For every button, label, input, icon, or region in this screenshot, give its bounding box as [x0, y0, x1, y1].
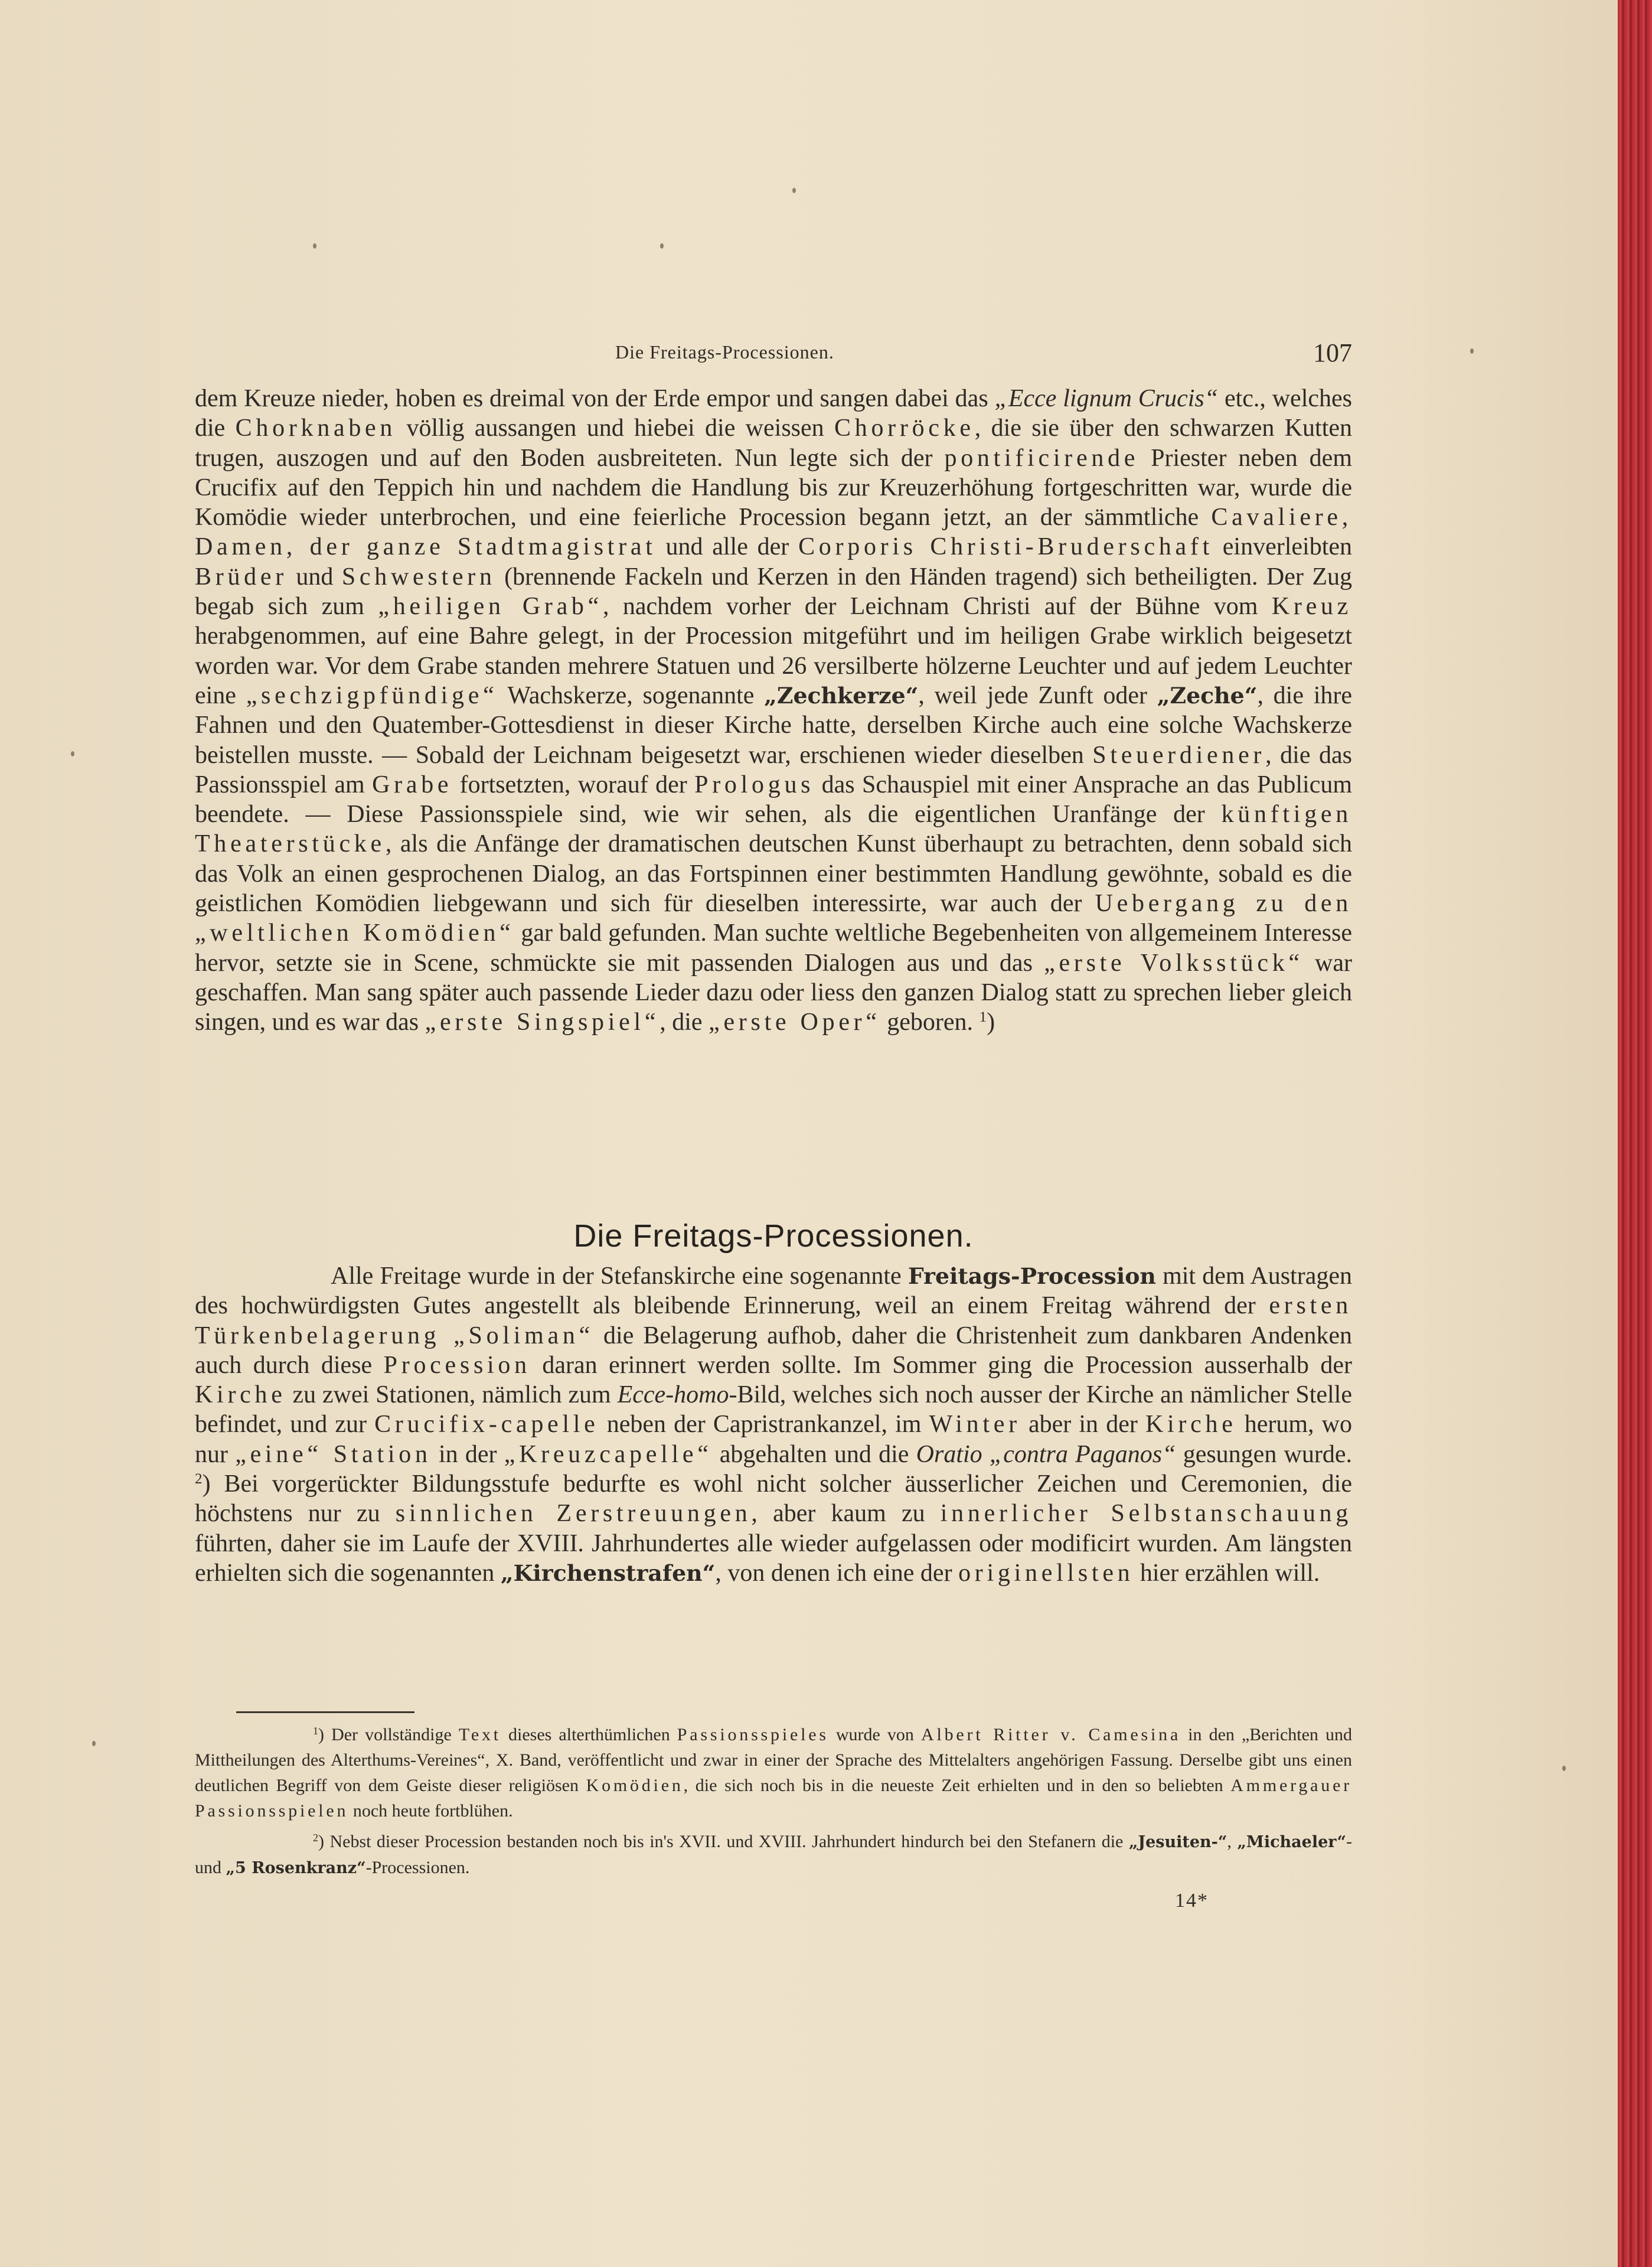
spaced-term: Brüder [195, 563, 288, 591]
text-run: ) Der vollständige [318, 1725, 459, 1744]
text-run: ) Bei vorgerückter Bildungsstufe bedurfte es wohl nicht solcher äusserlicher Zeichen und Ceremonien, die höchstens nur zu [195, 1470, 1352, 1528]
text-run: abgehalten und die [712, 1440, 916, 1468]
text-run: noch heute fortblühen. [348, 1801, 513, 1821]
spaced-term: innerlicher Selbstanschauung [940, 1500, 1352, 1528]
paragraph [195, 1261, 1352, 1588]
text-run: herum, wo nur [195, 1411, 1352, 1468]
text-run: war geschaffen. Man sang später auch passende Lieder dazu oder liess den ganzen Dialog statt zu sprechen lieber gleich singen, und es war das [195, 949, 1352, 1036]
text-run: - und [195, 1832, 1353, 1877]
text-run: neben der Capristrankanzel, im [599, 1411, 929, 1439]
text-run: ) [987, 1009, 995, 1036]
spaced-term: „erste Singspiel“ [425, 1009, 660, 1036]
text-run: führten, daher sie im Laufe der XVIII. Jahrhundertes alle wieder aufgelassen oder modificirt wurden. Am längsten erhielten sich die sogenannten [195, 1529, 1352, 1587]
spaced-term: künftigen Theaterstücke [195, 801, 1352, 858]
spaced-term: „Kreuzcapelle“ [504, 1440, 713, 1468]
text-run: völlig aussangen und hiebei die weissen [396, 415, 834, 442]
text-run: -Bild, welches sich noch ausser der Kirche an nämlicher Stelle befindet, und zur [195, 1381, 1352, 1439]
fraktur-term: „Zeche“ [1157, 682, 1258, 709]
spaced-term: ersten Türkenbelagerung „Soliman“ [195, 1292, 1352, 1349]
latin-phrase: Oratio „contra Paganos“ [916, 1440, 1176, 1468]
text-run: und alle der [656, 533, 799, 561]
text-run: hier erzählen will. [1134, 1559, 1320, 1587]
spaced-term: Chorröcke [834, 415, 975, 442]
text-run: geboren. [880, 1009, 980, 1036]
fraktur-term: „Jesuiten-“ [1128, 1833, 1227, 1851]
text-run: , weil jede Zunft oder [918, 681, 1157, 709]
spaced-term: Albert Ritter v. Camesina [921, 1725, 1181, 1744]
spaced-term: „erste Volksstück“ [1044, 949, 1304, 977]
spaced-term: sinnlichen Zerstreuungen [395, 1500, 752, 1528]
text-run: , die [660, 1009, 709, 1036]
spaced-term: pontificirende [944, 444, 1140, 472]
fraktur-term: „Michaeler“ [1237, 1833, 1347, 1851]
text-run: in den „Berichten und Mittheilungen des Alterthums-Vereines“, X. Band, veröffentlicht und zwar in einer der Sprache des Mittelalters angehörigen Fassung. Derselbe gibt uns einen deutlichen Begriff von dem Geiste dieser religiösen [195, 1725, 1352, 1795]
main-paragraph [195, 384, 1352, 1038]
fraktur-term: „Zechkerze“ [764, 682, 919, 709]
spaced-term: „erste Oper“ [709, 1009, 881, 1036]
spaced-term: originellsten [958, 1559, 1134, 1587]
text-run: , [1227, 1832, 1238, 1851]
text-run: Wachskerze, sogenannte [498, 681, 765, 709]
signature-mark: 14* [1175, 1890, 1209, 1912]
text-run: Priester neben dem Crucifix auf den Teppich hin und nachdem die Handlung bis zur Kreuzerhöhung fortgeschritten war, wurde die Komödie wieder unterbrochen, und eine feierliche Procession begann jetzt, an der sämmtliche [195, 444, 1352, 531]
spaced-term: Winter [929, 1411, 1021, 1439]
fraktur-term: „Kirchenstrafen“ [500, 1560, 716, 1586]
text-run: das Schauspiel mit einer Ansprache an das Publicum beendete. — Diese Passionsspiele sind, wie wir sehen, als die eigentlichen Uranfänge der [195, 771, 1353, 828]
text-run: , nachdem vorher der Leichnam Christi auf der Bühne vom [603, 593, 1272, 621]
spaced-term: Kirche [195, 1381, 286, 1409]
spaced-term: Corporis Christi-Bruderschaft [798, 533, 1213, 561]
ink-speck [92, 1741, 96, 1746]
running-head-title: Die Freitags-Processionen. [615, 341, 834, 363]
text-run: , aber kaum zu [751, 1500, 941, 1528]
spaced-term: „sechzigpfündige“ [246, 681, 498, 709]
text-run: aber in der [1020, 1411, 1145, 1439]
footnote-marker: 2 [313, 1832, 318, 1844]
spaced-term: Prologus [694, 771, 815, 798]
footnote-1 [195, 1722, 1352, 1824]
footnotes [195, 1722, 1352, 1881]
ink-speck [1470, 348, 1474, 354]
section-paragraph [195, 1261, 1352, 1588]
spaced-term: Passionsspieles [677, 1725, 829, 1744]
text-run: in der [431, 1440, 504, 1468]
ink-speck [660, 243, 664, 249]
text-run: zu zwei Stationen, nämlich zum [286, 1381, 618, 1409]
running-head [195, 338, 1352, 373]
text-run: gar bald gefunden. Man suchte weltliche Begebenheiten von allgemeinem Interesse hervor, setzte sie in Scene, schmückte sie mit passenden Dialogen aus und das [195, 919, 1352, 977]
spaced-term: Cavaliere, Damen, der ganze Stadtmagistrat [195, 504, 1352, 561]
text-run: gesungen wurde. [1176, 1440, 1353, 1468]
spaced-term: Steuerdiener [1092, 741, 1266, 769]
spaced-term: Crucifix-capelle [374, 1411, 599, 1439]
footnote-2 [195, 1829, 1352, 1881]
spaced-term: „eine“ Station [235, 1440, 432, 1468]
spaced-term: Uebergang zu den „weltlichen Komödien“ [195, 890, 1353, 947]
text-run: ) Nebst dieser Procession bestanden noch bis in's XVII. und XVIII. Jahrhundert hindurch bei den Stefanern die [318, 1832, 1129, 1851]
text-run: dieses alterthümlichen [501, 1725, 677, 1744]
text-run: Alle Freitage wurde in der Stefanskirche eine sogenannte [331, 1263, 908, 1290]
text-run: und [287, 563, 342, 591]
text-run: , von denen ich eine der [715, 1559, 959, 1587]
footnote-ref: 1 [979, 1009, 987, 1026]
footnote-marker: 1 [313, 1725, 318, 1737]
text-run: , die sich noch bis in die neueste Zeit erhielten und in den so beliebten [683, 1776, 1231, 1795]
spaced-term: Ammergauer Passionsspielen [195, 1776, 1352, 1821]
spaced-term: Text [458, 1725, 501, 1744]
text-run: fortsetzten, worauf der [452, 771, 695, 798]
text-run: , die sie über den schwarzen Kutten trugen, auszogen und auf den Boden ausbreiteten. Nun legte sich der [195, 415, 1353, 472]
spaced-term: Kreuz [1271, 593, 1353, 621]
spaced-term: „heiligen Grab“ [378, 593, 603, 621]
page-number: 107 [1313, 338, 1352, 367]
text-run: etc., welches die [195, 385, 1352, 442]
latin-phrase: „Ecce lignum Crucis“ [994, 385, 1219, 412]
ink-speck [71, 751, 74, 756]
text-run: , die das Passionsspiel am [195, 741, 1353, 798]
ink-speck [313, 243, 316, 249]
spaced-term: Schwestern [341, 563, 496, 591]
text-run: mit dem Austragen des hochwürdigsten Gutes angestellt als bleibende Erinnerung, weil an einem Freitag während der [195, 1263, 1352, 1320]
spaced-term: Kirche [1145, 1411, 1237, 1439]
ink-speck [792, 188, 796, 193]
text-run: einverleibten [1213, 533, 1352, 561]
text-run: (brennende Fackeln und Kerzen in den Händen tragend) sich betheiligten. Der Zug begab sich zum [195, 563, 1352, 621]
section-heading: Die Freitags-Processionen. [573, 1218, 974, 1254]
text-run: wurde von [828, 1725, 922, 1744]
text-run: dem Kreuze nieder, hoben es dreimal von der Erde empor und sangen dabei das [195, 385, 995, 412]
red-page-edge [1618, 0, 1652, 2267]
text-run: , die ihre Fahnen und den Quatember-Gottesdienst in dieser Kirche hatte, derselben Kirche auch eine solche Wachskerze beistellen musste. — Sobald der Leichnam beigesetzt war, erschienen wieder dieselben [195, 681, 1353, 769]
footnote-rule [236, 1711, 414, 1713]
text-run: -Processionen. [365, 1858, 470, 1877]
spaced-term: Grabe [372, 771, 453, 798]
paragraph [195, 384, 1352, 1038]
text-run: die Belagerung aufhob, daher die Christenheit zum dankbaren Andenken auch durch diese [195, 1322, 1353, 1379]
ink-speck [1562, 1766, 1566, 1771]
text-run: daran erinnert werden sollte. Im Sommer ging die Procession ausserhalb der [530, 1351, 1352, 1379]
fraktur-term: „5 Rosenkranz“ [226, 1859, 366, 1877]
text-run: herabgenommen, auf eine Bahre gelegt, in der Procession mitgeführt und im heiligen Grabe wirklich beigesetzt worden war. Vor dem Grabe standen mehrere Statuen und 26 versilberte hölzerne Leuchter und auf jedem Leuchter eine [195, 622, 1352, 709]
spaced-term: Komödien [586, 1776, 684, 1795]
spaced-term: Chorknaben [235, 415, 397, 442]
spaced-term: Procession [383, 1351, 531, 1379]
footnote-ref: 2 [195, 1471, 203, 1488]
fraktur-term: Freitags-Procession [907, 1263, 1156, 1289]
latin-phrase: Ecce-homo [617, 1381, 729, 1409]
text-run: , als die Anfänge der dramatischen deutschen Kunst überhaupt zu betrachten, denn sobald sich das Volk an einen gesprochenen Dialog, an das Fortspinnen einer bestimmten Handlung gewöhnte, sobald es die geistlichen Komödien liebgewann und sich für dieselben interessirte, war auch der [195, 830, 1352, 918]
